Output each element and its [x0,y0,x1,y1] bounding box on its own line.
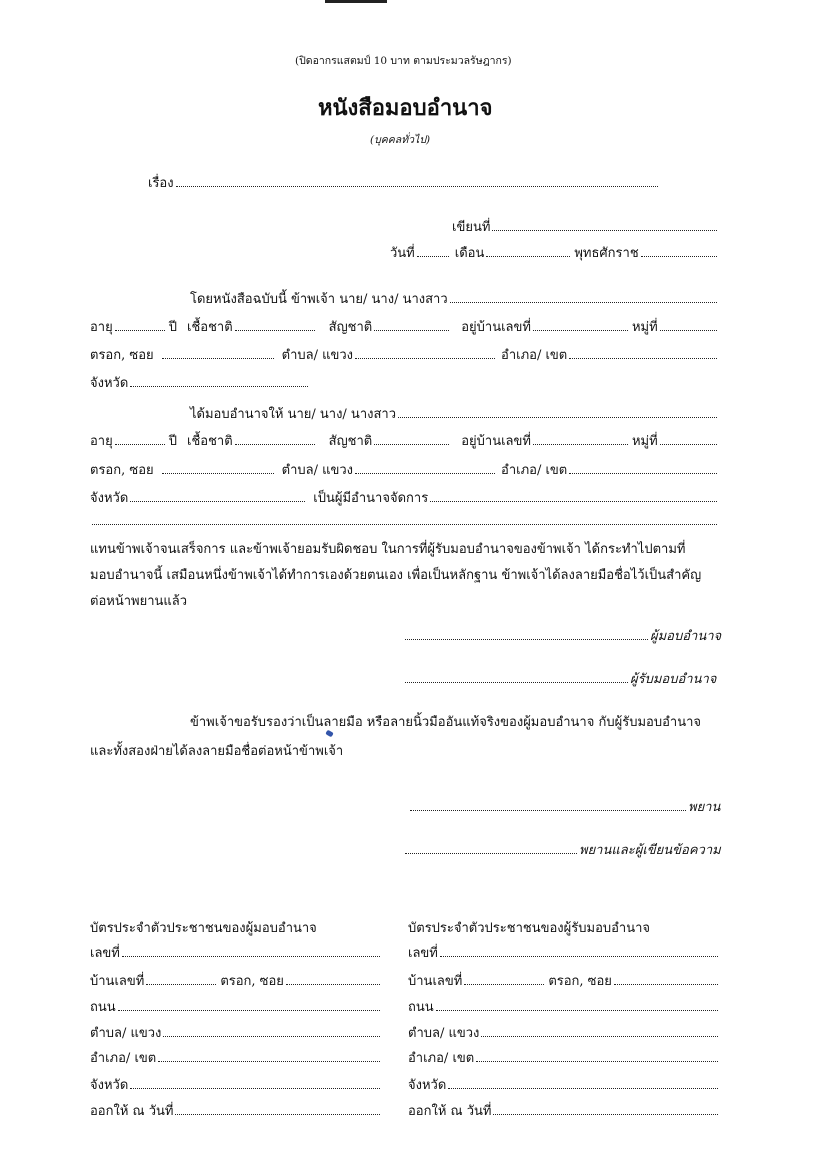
id-grantor-district[interactable] [90,1047,380,1068]
stamp-note: (ปิดอากรแสตมป์ 10 บาท ตามประมวลรัษฎากร) [295,55,512,67]
grantee-province-label: จังหวัด [90,491,129,506]
grantor-intro: โดยหนังสือฉบับนี้ ข้าพเจ้า นาย/ นาง/ นางสาว [190,292,448,307]
certify-line-1: ข้าพเจ้าขอรับรองว่าเป็นลายมือ หรือลายนิ้วมืออันแท้จริงของผู้มอบอำนาจ กับผู้รับมอบอำนาจ [190,715,701,730]
grantor-house-label: อยู่บ้านเลขที่ [461,320,531,335]
grantee-ethnicity-label: เชื้อชาติ [187,434,233,449]
id-grantee-district[interactable] [408,1047,718,1068]
grantor-years-label: ปี [168,320,177,335]
grantor-province-label: จังหวัด [90,376,129,391]
id-grantor-house[interactable] [90,970,380,991]
grantor-age-row[interactable] [90,316,717,337]
grantee-district-label: อำเภอ/ เขต [501,463,568,478]
grantee-soi-label: ตรอก, ซอย [90,463,154,478]
id-grantor-province[interactable] [90,1074,380,1095]
grantor-signature-label: ผู้มอบอำนาจ [650,629,722,644]
grantee-address-row[interactable] [90,459,717,480]
id-grantor-province-label: จังหวัด [90,1078,129,1093]
id-grantee-district-label: อำเภอ/ เขต [408,1051,475,1066]
top-edge-bar [325,0,387,3]
id-grantee-subdistrict-label: ตำบล/ แขวง [408,1026,480,1041]
subject-label: เรื่อง [148,176,174,191]
body-paragraph [90,537,720,615]
grantee-house-label: อยู่บ้านเลขที่ [461,434,531,449]
id-grantee-subdistrict[interactable] [408,1022,718,1043]
id-grantor-house-label: บ้านเลขที่ [90,974,145,989]
grantor-nationality-label: สัญชาติ [328,320,373,335]
id-grantee-number-label: เลขที่ [408,946,438,961]
id-grantor-road-label: ถนน [90,1000,116,1015]
id-grantee-province[interactable] [408,1074,718,1095]
id-grantor-subdistrict[interactable] [90,1022,380,1043]
document-subtitle: (บุคคลทั่วไป) [370,134,431,146]
witness-writer-signature-label: พยานและผู้เขียนข้อความ [579,843,721,858]
grantee-age-row[interactable] [90,430,717,451]
body-line-3: ต่อหน้าพยานแล้ว [90,594,188,609]
subject-field[interactable] [148,172,658,193]
witness-signature-line[interactable] [410,796,720,817]
id-grantee-issued[interactable] [408,1100,718,1121]
grantee-age-label: อายุ [90,434,113,449]
body-line-2: มอบอำนาจนี้ เสมือนหนึ่งข้าพเจ้าได้ทำการเองด้วยตนเอง เพื่อเป็นหลักฐาน ข้าพเจ้าได้ลงลายมือชื่อไว้เป็นสำคัญ [90,568,702,583]
id-grantor-district-label: อำเภอ/ เขต [90,1051,157,1066]
grantor-district-label: อำเภอ/ เขต [501,348,568,363]
grantor-name-field[interactable] [190,288,717,309]
grantee-nationality-label: สัญชาติ [328,434,373,449]
id-grantor-soi-label: ตรอก, ซอย [220,974,284,989]
day-label: วันที่ [390,246,415,261]
grantor-age-label: อายุ [90,320,113,335]
id-grantor-issued[interactable] [90,1100,380,1121]
grantee-years-label: ปี [168,434,177,449]
certify-line-2: และทั้งสองฝ่ายได้ลงลายมือชื่อต่อหน้าข้าพเจ้า [90,744,344,759]
date-field[interactable] [390,242,717,263]
id-grantee-road[interactable] [408,996,718,1017]
grantor-soi-label: ตรอก, ซอย [90,348,154,363]
id-grantee-road-label: ถนน [408,1000,434,1015]
grantor-moo-label: หมู่ที่ [631,320,658,335]
written-at-label: เขียนที่ [452,220,491,235]
grantor-province-row[interactable] [90,372,308,393]
grantor-signature-line[interactable] [405,625,721,646]
grantee-intro: ได้มอบอำนาจให้ นาย/ นาง/ นางสาว [190,407,397,422]
grantor-ethnicity-label: เชื้อชาติ [187,320,233,335]
id-grantor-issued-label: ออกให้ ณ วันที่ [90,1104,174,1119]
id-grantee-house-label: บ้านเลขที่ [408,974,463,989]
id-grantee-issued-label: ออกให้ ณ วันที่ [408,1104,492,1119]
id-grantee-house[interactable] [408,970,718,991]
id-grantor-road[interactable] [90,996,380,1017]
year-label: พุทธศักราช [574,246,639,261]
grantee-authority-extra-line[interactable] [90,514,717,525]
grantor-subdistrict-label: ตำบล/ แขวง [281,348,354,363]
grantee-signature-line[interactable] [405,668,716,689]
grantee-province-row[interactable] [90,487,717,508]
grantor-address-row[interactable] [90,344,717,365]
body-line-1: แทนข้าพเจ้าจนเสร็จการ และข้าพเจ้ายอมรับผิดชอบ ในการที่ผู้รับมอบอำนาจของข้าพเจ้า ได้กระทำไปตามที่ [90,542,686,557]
witness-signature-label: พยาน [688,800,721,815]
grantee-name-field[interactable] [190,403,717,424]
month-label: เดือน [454,246,485,261]
id-grantee-heading: บัตรประจำตัวประชาชนของผู้รับมอบอำนาจ [408,921,651,936]
grantee-signature-label: ผู้รับมอบอำนาจ [630,672,717,687]
written-at-field[interactable] [452,216,717,237]
id-grantee-province-label: จังหวัด [408,1078,447,1093]
id-grantor-heading: บัตรประจำตัวประชาชนของผู้มอบอำนาจ [90,921,317,936]
id-grantor-subdistrict-label: ตำบล/ แขวง [90,1026,162,1041]
grantee-authority-label: เป็นผู้มีอำนาจจัดการ [313,491,429,506]
id-grantor-number[interactable] [90,942,380,963]
grantee-moo-label: หมู่ที่ [631,434,658,449]
grantee-subdistrict-label: ตำบล/ แขวง [281,463,354,478]
document-title: หนังสือมอบอำนาจ [318,95,493,121]
id-grantee-soi-label: ตรอก, ซอย [548,974,612,989]
id-grantor-number-label: เลขที่ [90,946,120,961]
witness-writer-signature-line[interactable] [405,839,721,860]
id-grantee-number[interactable] [408,942,718,963]
